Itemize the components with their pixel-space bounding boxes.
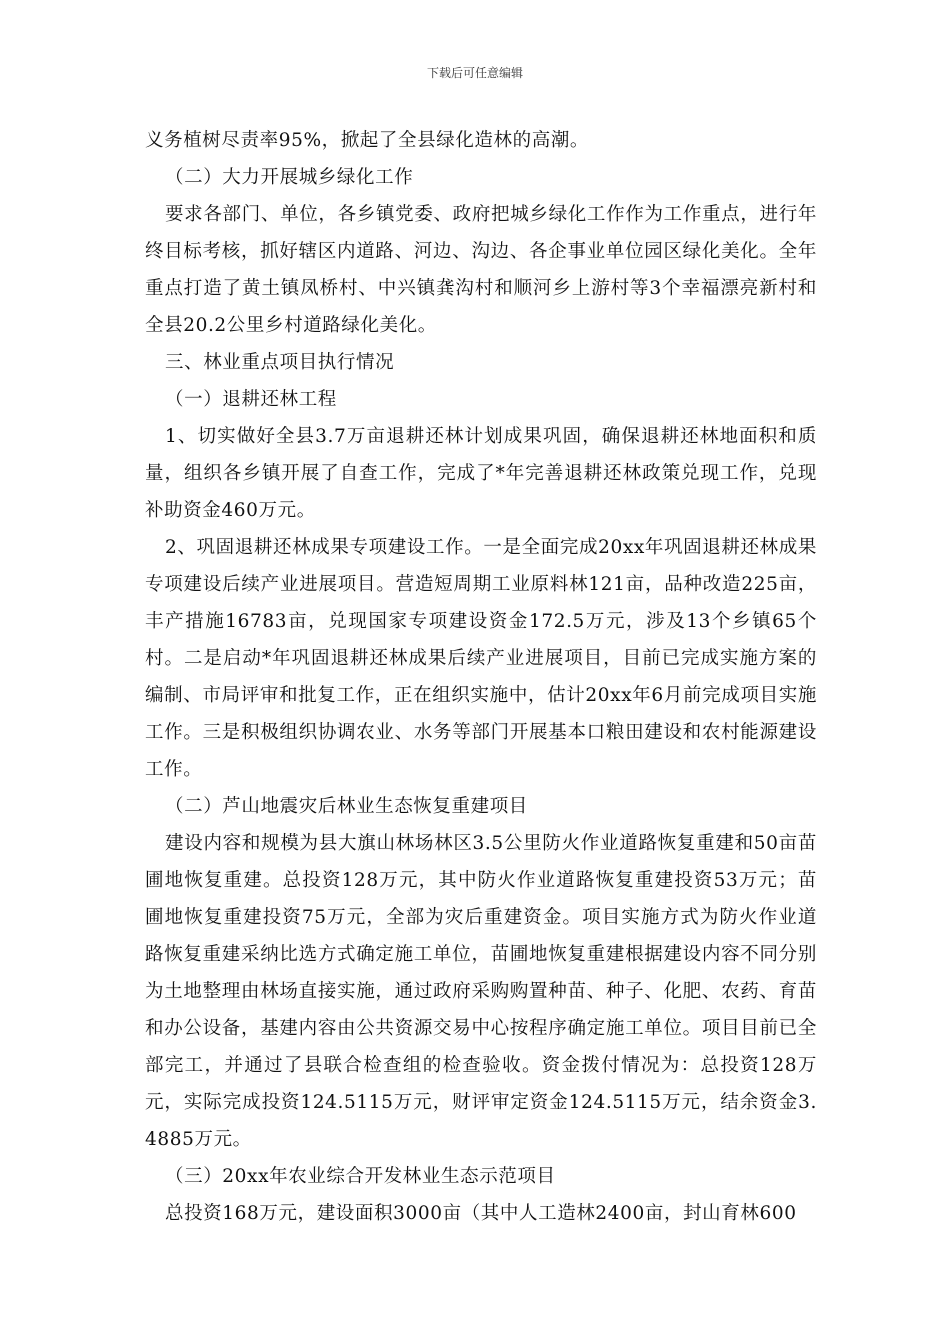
document-body: [145, 122, 817, 1232]
paragraph-reforestation-item-2: 2、巩固退耕还林成果专项建设工作。一是全面完成20xx年巩固退耕还林成果专项建设后续产业进展项目。营造短周期工业原料林121亩，品种改造225亩，丰产措施16783亩，兑现国家专项建设资金172.5万元，涉及13个乡镇65个村。二是启动*年巩固退耕还林成果后续产业进展项目，目前已完成实施方案的编制、市局评审和批复工作，正在组织实施中，估计20xx年6月前完成项目实施工作。三是积极组织协调农业、水务等部门开展基本口粮田建设和农村能源建设工作。: [145, 537, 817, 780]
section-heading-key-projects: 三、林业重点项目执行情况: [165, 352, 395, 373]
section-heading-urban-rural-greening: （二）大力开展城乡绿化工作: [165, 167, 414, 188]
paragraph-greening-requirements: 要求各部门、单位，各乡镇党委、政府把城乡绿化工作作为工作重点，进行年终目标考核，抓好辖区内道路、河边、沟边、各企事业单位园区绿化美化。全年重点打造了黄土镇凤桥村、中兴镇龚沟村和顺河乡上游村等3个幸福漂亮新村和全县20.2公里乡村道路绿化美化。: [145, 204, 817, 336]
paragraph-agri-demo-project: 总投资168万元，建设面积3000亩（其中人工造林2400亩，封山育林600: [165, 1203, 797, 1224]
paragraph-reforestation-item-1: 1、切实做好全县3.7万亩退耕还林计划成果巩固，确保退耕还林地面积和质量，组织各乡镇开展了自查工作，完成了*年完善退耕还林政策兑现工作，兑现补助资金460万元。: [145, 426, 817, 521]
page-header-note: 下载后可任意编辑: [426, 66, 523, 80]
subsection-heading-earthquake-recovery: （二）芦山地震灾后林业生态恢复重建项目: [165, 796, 528, 817]
subsection-heading-agri-demo-project: （三）20xx年农业综合开发林业生态示范项目: [165, 1166, 556, 1187]
paragraph-earthquake-recovery: 建设内容和规模为县大旗山林场林区3.5公里防火作业道路恢复重建和50亩苗圃地恢复重建。总投资128万元，其中防火作业道路恢复重建投资53万元；苗圃地恢复重建投资75万元，全部为灾后重建资金。项目实施方式为防火作业道路恢复重建采纳比选方式确定施工单位，苗圃地恢复重建根据建设内容不同分别为土地整理由林场直接实施，通过政府采购购置种苗、种子、化肥、农药、育苗和办公设备，基建内容由公共资源交易中心按程序确定施工单位。项目目前已全部完工，并通过了县联合检查组的检查验收。资金拨付情况为：总投资128万元，实际完成投资124.5115万元，财评审定资金124.5115万元，结余资金3.4885万元。: [145, 833, 817, 1150]
subsection-heading-reforestation: （一）退耕还林工程: [165, 389, 337, 410]
paragraph-1: 义务植树尽责率95%，掀起了全县绿化造林的高潮。: [145, 130, 590, 151]
